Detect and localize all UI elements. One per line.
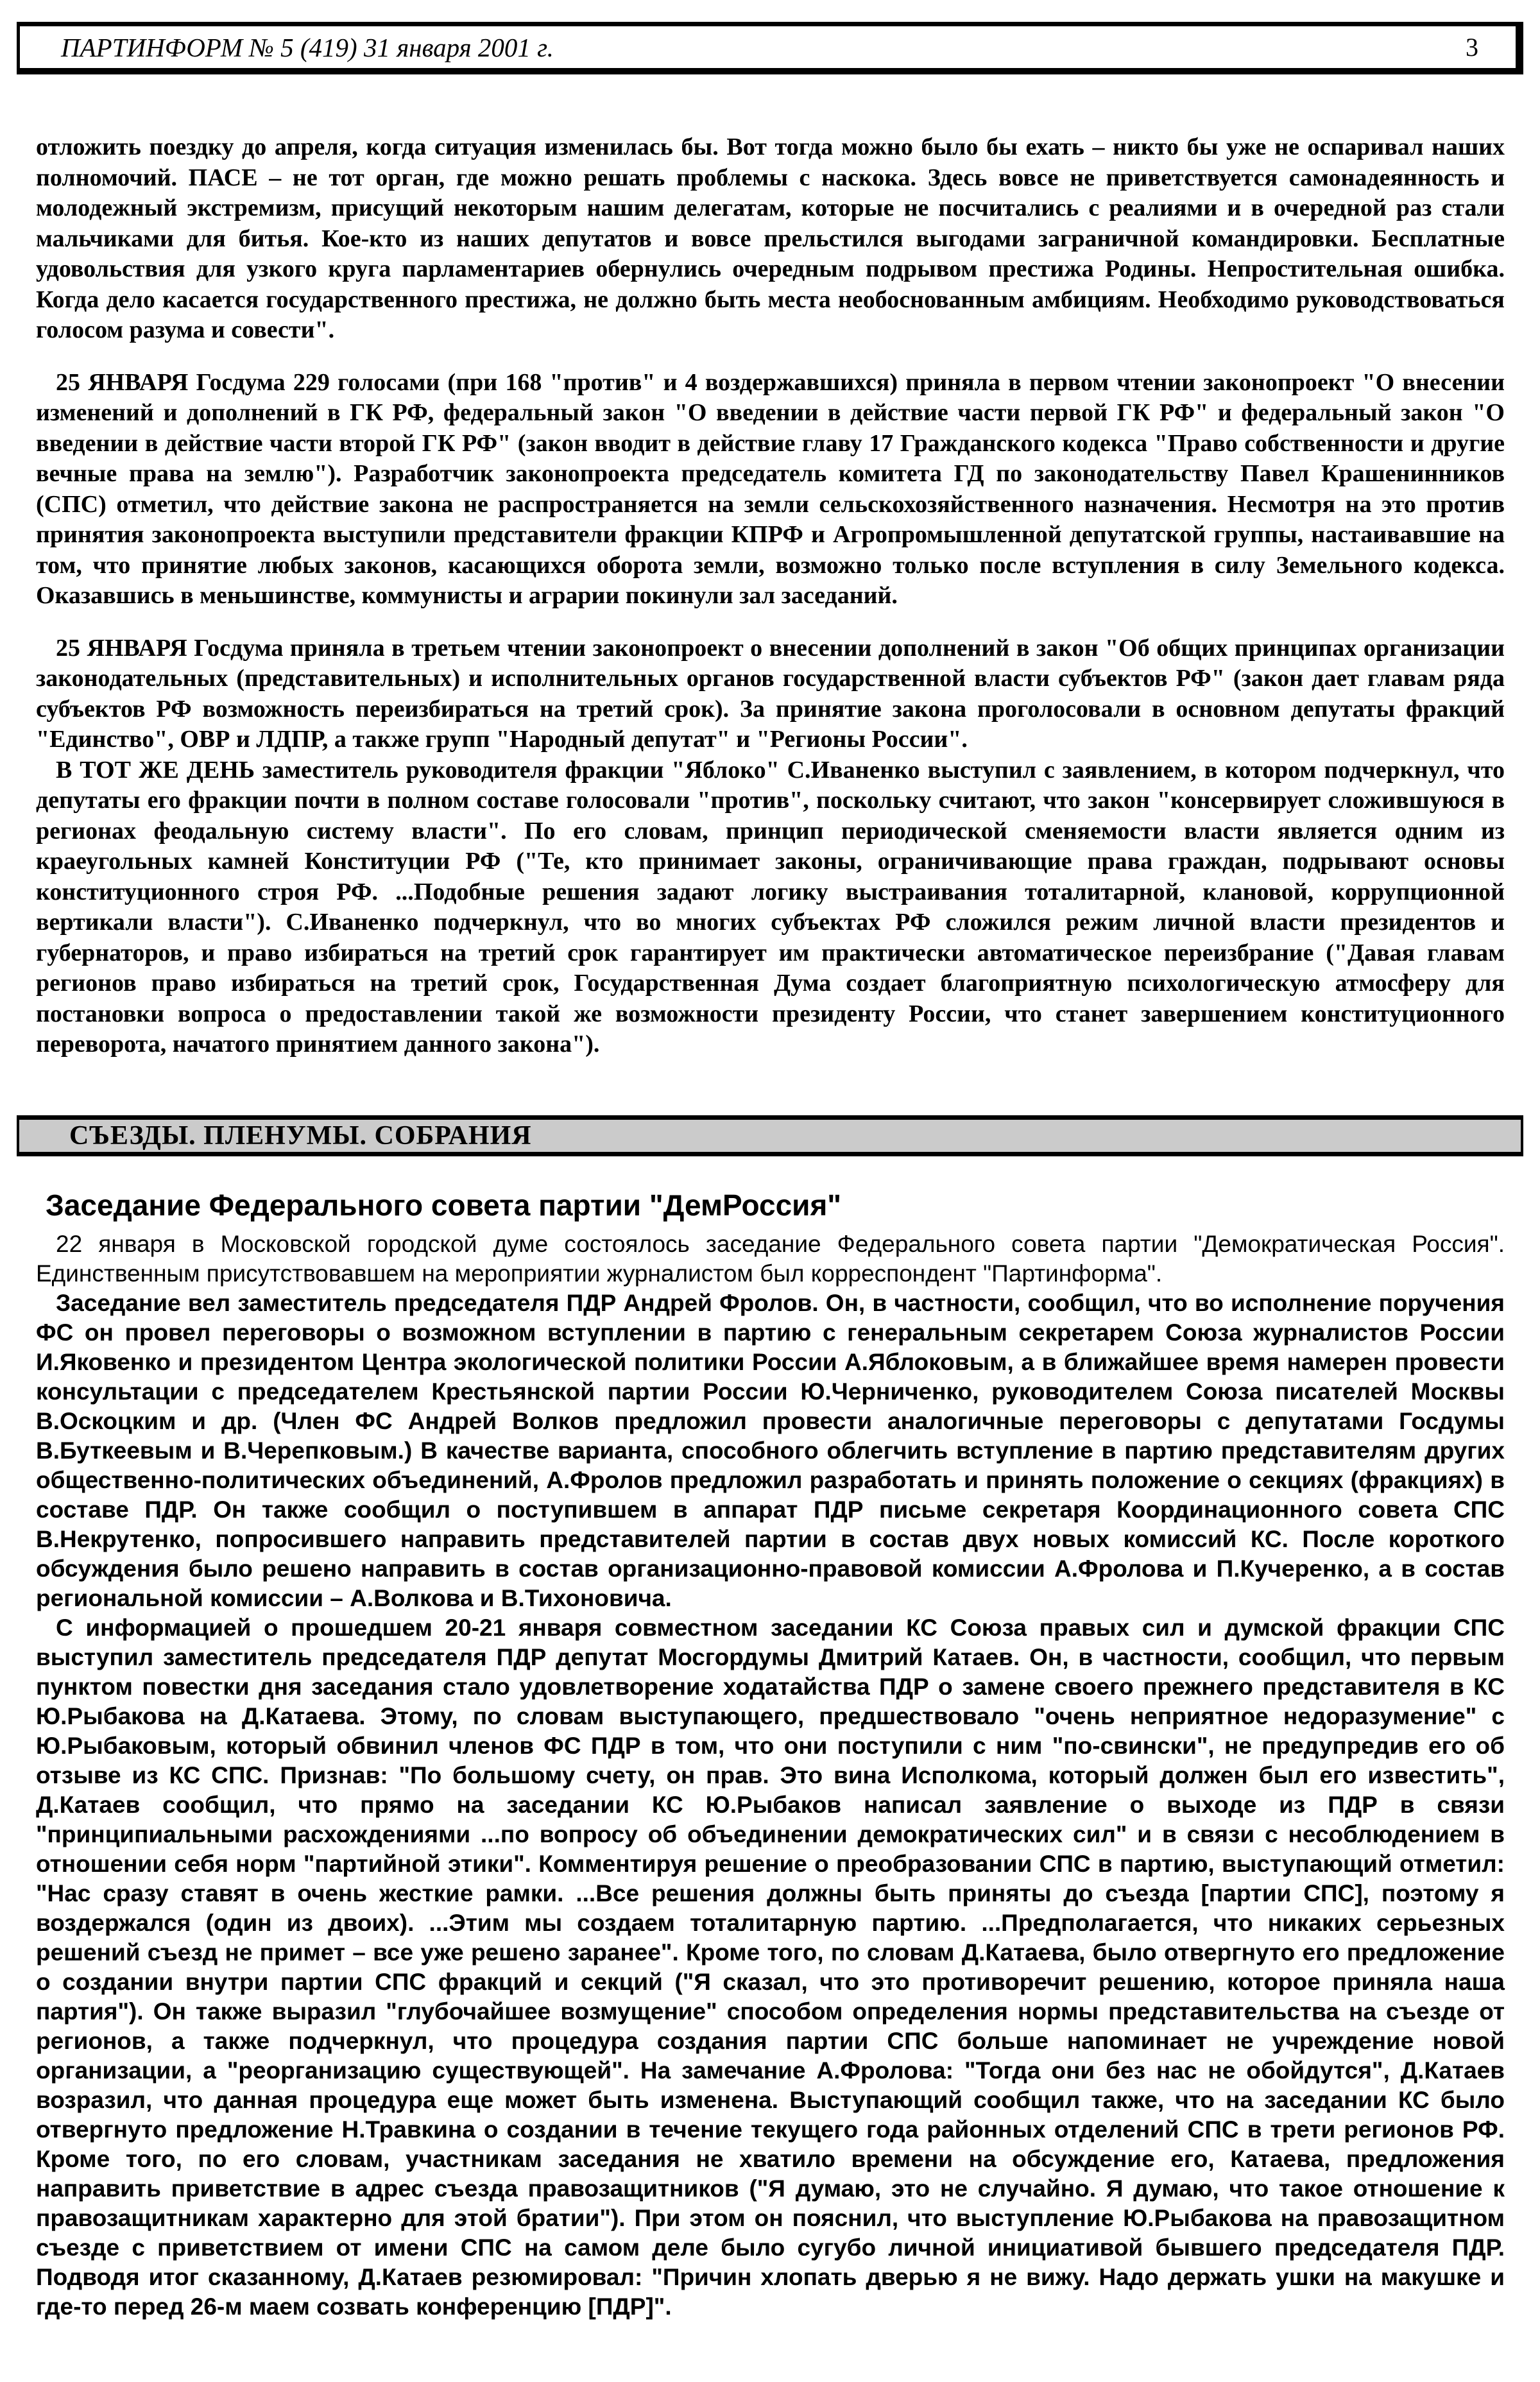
article-headline: Заседание Федерального совета партии "ДемРоссия" xyxy=(46,1188,842,1222)
paragraph: С информацией о прошедшем 20-21 января совместном заседании КС Союза правых сил и думской фракции СПС выступил заместитель председателя ПДР депутат Мосгордумы Дмитрий Катаев. Он, в частности, сообщил, что первым пунктом повестки дня заседания стало удовлетворение ходатайства ПДР о замене своего прежнего представителя в КС Ю.Рыбакова на Д.Катаева. Этому, по словам выступающего, предшествовало "очень неприятное недоразумение" с Ю.Рыбаковым, который обвинил членов ФС ПДР в том, что они поступили с ним "по-свински", не предупредив его об отзыве из КС СПС. Признав: "По большому счету, он прав. Это вина Исполкома, который должен был его известить", Д.Катаев сообщил, что прямо на заседании КС Ю.Рыбаков написал заявление о выходе из ПДР в связи "принципиальными расхождениями ...по вопросу об объединении демократических сил" и в связи с несоблюдением в отношении себя норм "партийной этики". Комментируя решение о преобразовании СПС в партию, выступающий отметил: "Нас сразу ставят в очень жесткие рамки. ...Все решения должны быть приняты до съезда [партии СПС], поэтому я воздержался (один из двоих). ...Этим мы создаем тоталитарную партию. ...Предполагается, что никаких серьезных решений съезд не примет – все уже решено заранее". Кроме того, по словам Д.Катаева, было отвергнуто его предложение о создании внутри партии СПС фракций и секций ("Я сказал, что это противоречит решению, которое приняла наша партия"). Он также выразил "глубочайшее возмущение" способом определения нормы представительства на съезде от регионов, а также подчеркнул, что процедура создания партии СПС больше напоминает не учреждение новой организации, а "реорганизацию существующей". На замечание А.Фролова: "Тогда они без нас не обойдутся", Д.Катаев возразил, что данная процедура еще может быть изменена. Выступающий сообщил также, что на заседании КС было отвергнуто предложение Н.Травкина о создании в течение текущего года районных отделений СПС в трети регионов РФ. Кроме того, по его словам, участникам заседания не хватило времени на обсуждение его, Катаева, предложения направить приветствие в адрес съезда правозащитников ("Я думаю, это не случайно. Я думаю, что такое отношение к правозащитникам характерно для этой братии"). При этом он пояснил, что выступление Ю.Рыбакова на правозащитном съезде с приветствием от имени СПС на самом деле было сугубо личной инициативой бывшего председателя ПДР. Подводя итог сказанному, Д.Катаев резюмировал: "Причин хлопать дверью я не вижу. Надо держать ушки на макушке и где-то перед 26-м маем созвать конференцию [ПДР]". xyxy=(36,1614,1505,2320)
article-lead: 22 января в Московской городской думе состоялось заседание Федерального совета партии "Демократическая Россия". Единственным присутствовавшем на мероприятии журналистом был корреспондент "Партинформа". xyxy=(36,1230,1505,1287)
page-number: 3 xyxy=(1466,33,1478,62)
paragraph: 25 ЯНВАРЯ Госдума 229 голосами (при 168 "против" и 4 воздержавшихся) приняла в первом чтении законопроект "О внесении изменений и дополнений в ГК РФ, федеральный закон "О введении в действие части первой ГК РФ" и федеральный закон "О введении в действие части второй ГК РФ" (закон вводит в действие главу 17 Гражданского кодекса "Право собственности и другие вечные права на землю"). Разработчик законопроекта председатель комитета ГД по законодательству Павел Крашенинников (СПС) отметил, что действие закона не распространяется на земли сельскохозяйственного назначения. Несмотря на это против принятия законопроекта выступили представители фракции КПРФ и Агропромышленной депутатской группы, настаивавшие на том, что принятие любых законов, касающихся оборота земли, возможно только после вступления в силу Земельного кодекса. Оказавшись в меньшинстве, коммунисты и аграрии покинули зал заседаний. xyxy=(36,368,1505,609)
page-header xyxy=(17,22,1523,74)
paragraph: В ТОТ ЖЕ ДЕНЬ заместитель руководителя фракции "Яблоко" С.Иваненко выступил с заявлением, в котором подчеркнул, что депутаты его фракции почти в полном составе голосовали "против", поскольку считают, что закон "консервирует сложившуюся в регионах феодальную систему власти". По его словам, принцип периодической сменяемости власти является одним из краеугольных камней Конституции РФ ("Те, кто принимает законы, ограничивающие права граждан, подрывают основы конституционного строя РФ. ...Подобные решения задают логику выстраивания тоталитарной, клановой, коррупционной вертикали власти"). С.Иваненко подчеркнул, что во многих субъектах РФ сложился режим личной власти президентов и губернаторов, и право избираться на третий срок гарантирует им практически автоматическое переизбрание ("Давая главам регионов право избираться на третий срок, Государственная Дума создает благоприятную психологическую атмосферу для постановки вопроса о предоставлении такой же возможности президенту России, что станет завершением конституционного переворота, начатого принятием данного закона"). xyxy=(36,756,1505,1058)
article xyxy=(36,1188,1505,2322)
paragraph: 25 ЯНВАРЯ Госдума приняла в третьем чтении законопроект о внесении дополнений в закон "Об общих принципах организации законодательных (представительных) и исполнительных органов государственной власти субъектов РФ" (закон дает главам ряда субъектов РФ возможность переизбираться на третий срок). За принятие закона проголосовали в основном депутаты фракций "Единство", ОВР и ЛДПР, а также групп "Народный депутат" и "Регионы России". xyxy=(36,634,1505,753)
section-title: СЪЕЗДЫ. ПЛЕНУМЫ. СОБРАНИЯ xyxy=(69,1120,532,1151)
section-bar xyxy=(17,1115,1523,1156)
paragraph: Заседание вел заместитель председателя ПДР Андрей Фролов. Он, в частности, сообщил, что во исполнение поручения ФС он провел переговоры о возможном вступлении в партию с генеральным секретарем Союза журналистов России И.Яковенко и президентом Центра экологической политики России А.Яблоковым, а в ближайшее время намерен провести консультации с председателем Крестьянской партии России Ю.Черниченко, руководителем Союза писателей Москвы В.Оскоцким и др. (Член ФС Андрей Волков предложил провести аналогичные переговоры с депутатами Госдумы В.Буткеевым и В.Черепковым.) В качестве варианта, способного облегчить вступление в партию представителям других общественно-политических объединений, А.Фролов предложил разработать и принять положение о секциях (фракциях) в составе ПДР. Он также сообщил о поступившем в аппарат ПДР письме секретаря Координационного совета СПС В.Некрутенко, попросившего направить представителей партии в состав двух новых комиссий КС. После короткого обсуждения было решено направить в состав организационно-правовой комиссии А.Фролова и П.Кучеренко, а в состав региональной комиссии – А.Волкова и В.Тихоновича. xyxy=(36,1289,1505,1611)
paragraph: отложить поездку до апреля, когда ситуация изменилась бы. Вот тогда можно было бы ехать – никто бы уже не оспаривал наших полномочий. ПАСЕ – не тот орган, где можно решать проблемы с наскока. Здесь вовсе не приветствуется самонадеянность и молодежный экстремизм, присущий некоторым нашим делегатам, которые не посчитались с реалиями и в очередной раз стали мальчиками для битья. Кое-кто из наших депутатов и вовсе прельстился выгодами заграничной командировки. Бесплатные удовольствия для узкого круга парламентариев обернулись очередным подрывом престижа Родины. Непростительная ошибка. Когда дело касается государственного престижа, не должно быть места необоснованным амбициям. Необходимо руководствоваться голосом разума и совести". xyxy=(36,133,1505,343)
top-section xyxy=(36,132,1505,1060)
masthead-title: ПАРТИНФОРМ № 5 (419) 31 января 2001 г. xyxy=(61,32,554,62)
page-content xyxy=(0,74,1540,2322)
